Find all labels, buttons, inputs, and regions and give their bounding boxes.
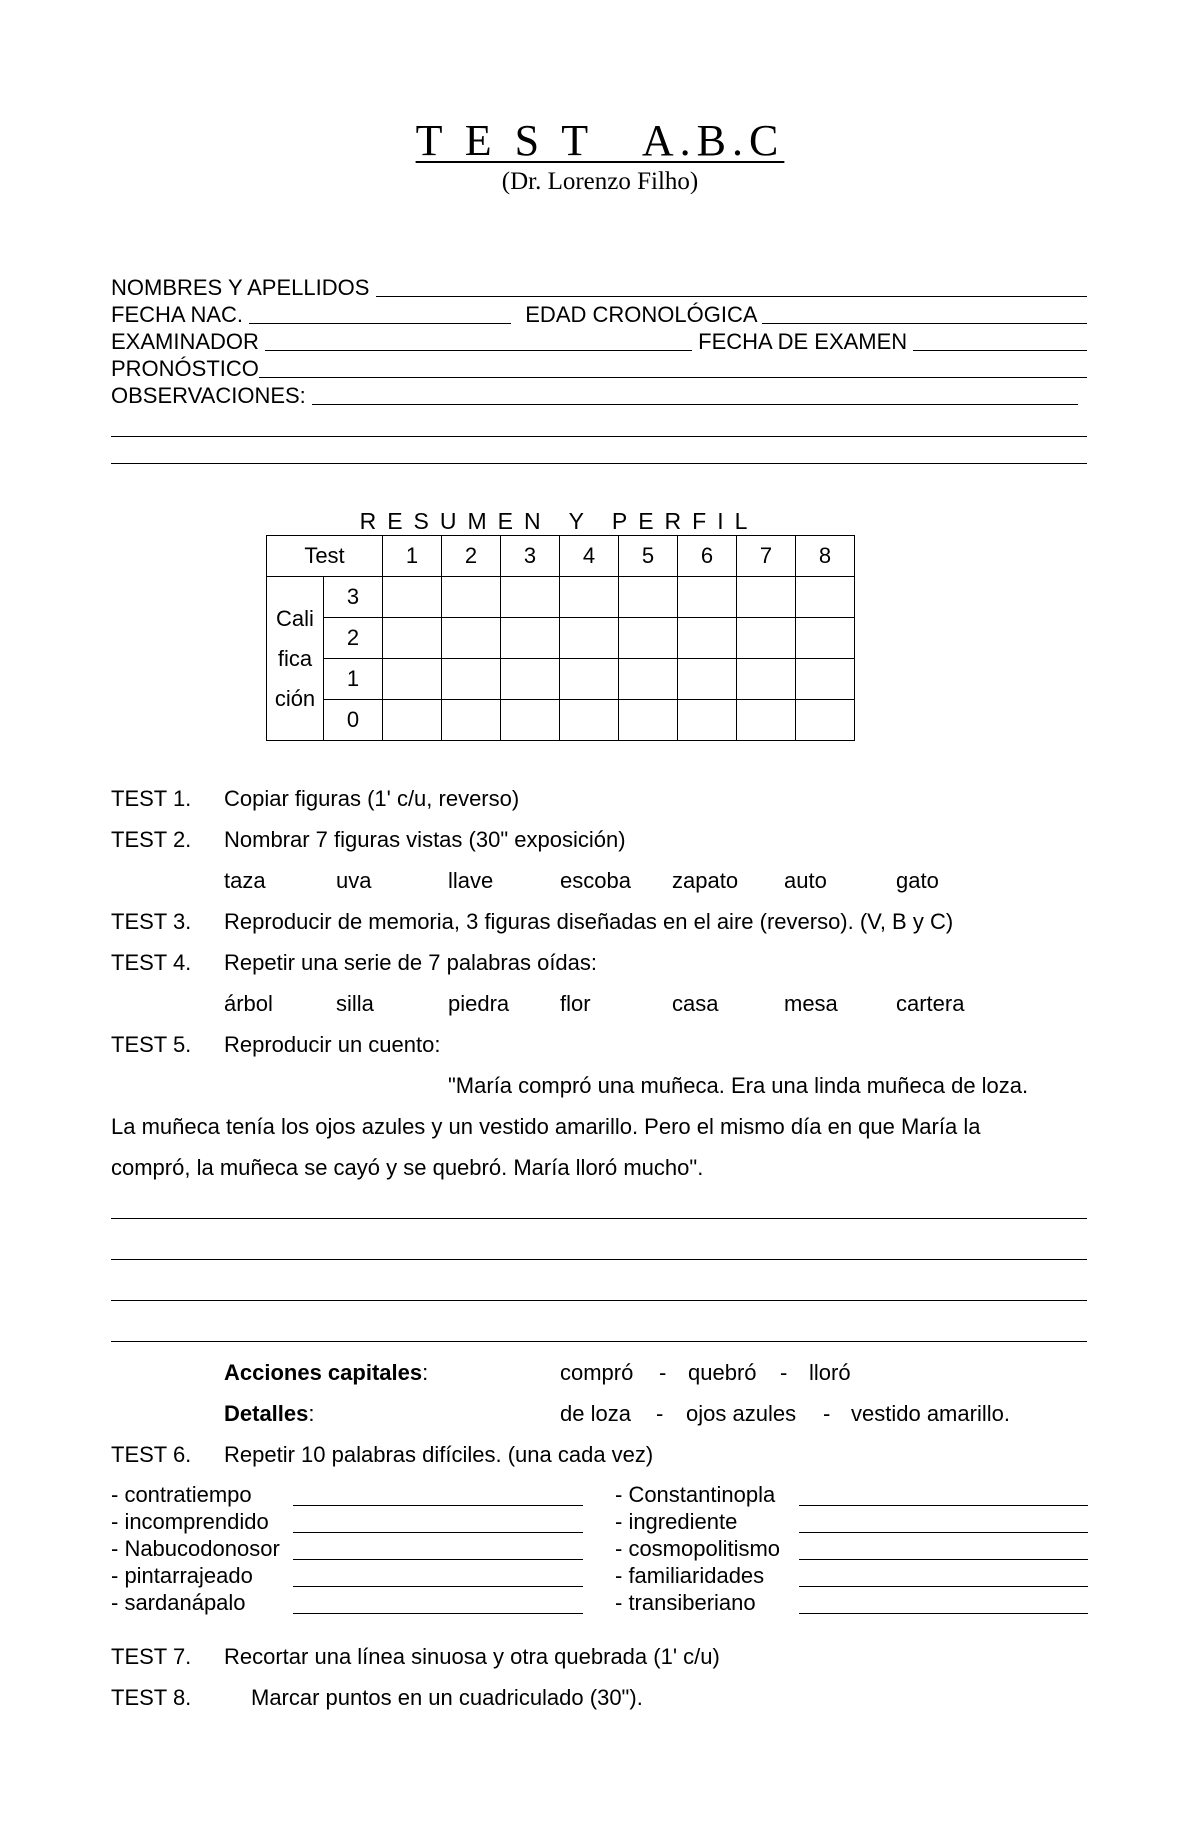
calificacion-line: fica bbox=[277, 645, 313, 671]
answer-line[interactable] bbox=[111, 1259, 1087, 1260]
col-header: 2 bbox=[442, 536, 501, 577]
difficult-word: - ingrediente bbox=[615, 1509, 738, 1534]
blank-edad[interactable] bbox=[762, 323, 1087, 324]
score-cell[interactable] bbox=[678, 577, 737, 618]
acciones-label-text: Acciones capitales bbox=[224, 1360, 423, 1385]
header-test: Test bbox=[267, 536, 383, 577]
label-fecha-nac: FECHA NAC. bbox=[111, 302, 250, 327]
difficult-word: - sardanápalo bbox=[111, 1590, 246, 1615]
score-cell[interactable] bbox=[501, 577, 560, 618]
score-cell[interactable] bbox=[737, 700, 796, 741]
test8-text: Marcar puntos en un cuadriculado (30"). bbox=[251, 1685, 643, 1710]
test4-word: silla bbox=[336, 991, 374, 1016]
score-cell[interactable] bbox=[796, 618, 855, 659]
test2-number: TEST 2. bbox=[111, 827, 192, 852]
col-header: 8 bbox=[796, 536, 855, 577]
story-line-1: "María compró una muñeca. Era una linda muñeca de loza. bbox=[448, 1073, 1029, 1098]
word-answer-line[interactable] bbox=[293, 1613, 583, 1614]
test2-word: escoba bbox=[560, 868, 631, 893]
calificacion-label bbox=[267, 577, 324, 741]
test2-word: llave bbox=[448, 868, 494, 893]
page-subtitle: (Dr. Lorenzo Filho) bbox=[501, 168, 699, 195]
score-cell[interactable] bbox=[737, 577, 796, 618]
detalles-colon: : bbox=[308, 1401, 315, 1426]
score-cell[interactable] bbox=[678, 700, 737, 741]
score-cell[interactable] bbox=[560, 577, 619, 618]
accion-separator: - bbox=[659, 1360, 667, 1385]
field-pronostico bbox=[111, 355, 1087, 383]
difficult-word: - incomprendido bbox=[111, 1509, 269, 1534]
answer-line[interactable] bbox=[111, 1300, 1087, 1301]
score-cell[interactable] bbox=[560, 659, 619, 700]
blank-pronostico[interactable] bbox=[259, 377, 1087, 378]
blank-nombres[interactable] bbox=[376, 296, 1087, 297]
test4-word: árbol bbox=[224, 991, 273, 1016]
test4-word: casa bbox=[672, 991, 719, 1016]
resumen-title: RESUMEN Y PERFIL bbox=[359, 508, 759, 534]
test6-text: Repetir 10 palabras difíciles. (una cada vez) bbox=[224, 1442, 654, 1467]
test6-number: TEST 6. bbox=[111, 1442, 192, 1467]
label-observaciones: OBSERVACIONES: bbox=[111, 383, 312, 408]
resumen-table bbox=[266, 535, 855, 741]
score-label: 2 bbox=[324, 618, 383, 659]
title-text: T E S T A.B.C bbox=[415, 116, 785, 165]
difficult-word: - transiberiano bbox=[615, 1590, 756, 1615]
test5-text: Reproducir un cuento: bbox=[224, 1032, 441, 1057]
word-answer-line[interactable] bbox=[799, 1586, 1088, 1587]
detalle-item: ojos azules bbox=[686, 1401, 797, 1426]
score-label: 0 bbox=[324, 700, 383, 741]
word-answer-line[interactable] bbox=[293, 1505, 583, 1506]
difficult-word: - Nabucodonosor bbox=[111, 1536, 280, 1561]
difficult-word: - familiaridades bbox=[615, 1563, 765, 1588]
answer-line[interactable] bbox=[111, 1218, 1087, 1219]
blank-fecha-examen[interactable] bbox=[913, 350, 1087, 351]
score-cell[interactable] bbox=[796, 700, 855, 741]
score-cell[interactable] bbox=[796, 659, 855, 700]
story-line-2: La muñeca tenía los ojos azules y un vestido amarillo. Pero el mismo día en que María la bbox=[111, 1114, 981, 1139]
test2-word: uva bbox=[336, 868, 372, 893]
score-cell[interactable] bbox=[560, 700, 619, 741]
score-cell[interactable] bbox=[619, 659, 678, 700]
score-cell[interactable] bbox=[796, 577, 855, 618]
difficult-word: - cosmopolitismo bbox=[615, 1536, 781, 1561]
test3-number: TEST 3. bbox=[111, 909, 192, 934]
score-cell[interactable] bbox=[501, 700, 560, 741]
score-cell[interactable] bbox=[737, 618, 796, 659]
field-observaciones bbox=[111, 382, 1078, 410]
blank-observaciones[interactable] bbox=[312, 404, 1078, 405]
test2-word: zapato bbox=[672, 868, 739, 893]
label-examinador: EXAMINADOR bbox=[111, 329, 266, 354]
detalle-item: de loza bbox=[560, 1401, 631, 1426]
score-cell[interactable] bbox=[737, 659, 796, 700]
score-cell[interactable] bbox=[442, 700, 501, 741]
test2-word: taza bbox=[224, 868, 266, 893]
score-cell[interactable] bbox=[678, 618, 737, 659]
score-cell[interactable] bbox=[619, 577, 678, 618]
detalles-label-text: Detalles bbox=[224, 1401, 309, 1426]
detalle-separator: - bbox=[656, 1401, 664, 1426]
label-fecha-examen: FECHA DE EXAMEN bbox=[692, 329, 914, 354]
detalles-label bbox=[224, 1401, 315, 1427]
difficult-word: - Constantinopla bbox=[615, 1482, 776, 1507]
score-cell[interactable] bbox=[619, 618, 678, 659]
test2-word: gato bbox=[896, 868, 939, 893]
calificacion-line: ción bbox=[274, 685, 316, 711]
test1-text: Copiar figuras (1' c/u, reverso) bbox=[224, 786, 520, 811]
blank-observaciones-2[interactable] bbox=[111, 436, 1087, 437]
score-label: 1 bbox=[324, 659, 383, 700]
test4-word: mesa bbox=[784, 991, 838, 1016]
score-cell[interactable] bbox=[678, 659, 737, 700]
accion-item: quebró bbox=[688, 1360, 757, 1385]
test4-text: Repetir una serie de 7 palabras oídas: bbox=[224, 950, 598, 975]
difficult-word: - pintarrajeado bbox=[111, 1563, 253, 1588]
score-cell[interactable] bbox=[560, 618, 619, 659]
score-cell[interactable] bbox=[501, 618, 560, 659]
score-cell[interactable] bbox=[501, 659, 560, 700]
field-fecha-edad bbox=[111, 301, 1087, 329]
word-answer-line[interactable] bbox=[293, 1532, 583, 1533]
score-cell[interactable] bbox=[383, 659, 442, 700]
score-cell[interactable] bbox=[383, 618, 442, 659]
field-examinador bbox=[111, 328, 1087, 356]
test2-word: auto bbox=[784, 868, 827, 893]
col-header: 6 bbox=[678, 536, 737, 577]
word-answer-line[interactable] bbox=[293, 1586, 583, 1587]
col-header: 1 bbox=[383, 536, 442, 577]
score-cell[interactable] bbox=[442, 618, 501, 659]
accion-separator: - bbox=[780, 1360, 788, 1385]
blank-fecha-nac[interactable] bbox=[249, 323, 511, 324]
col-header: 4 bbox=[560, 536, 619, 577]
test5-number: TEST 5. bbox=[111, 1032, 192, 1057]
word-answer-line[interactable] bbox=[799, 1532, 1088, 1533]
test1-number: TEST 1. bbox=[111, 786, 192, 811]
score-cell[interactable] bbox=[442, 659, 501, 700]
test4-word: piedra bbox=[448, 991, 510, 1016]
test7-text: Recortar una línea sinuosa y otra quebrada (1' c/u) bbox=[224, 1644, 720, 1669]
blank-examinador[interactable] bbox=[265, 350, 692, 351]
score-cell[interactable] bbox=[619, 700, 678, 741]
col-header: 3 bbox=[501, 536, 560, 577]
test7-number: TEST 7. bbox=[111, 1644, 192, 1669]
word-answer-line[interactable] bbox=[799, 1613, 1088, 1614]
blank-observaciones-3[interactable] bbox=[111, 463, 1087, 464]
field-nombres bbox=[111, 274, 1087, 302]
score-cell[interactable] bbox=[383, 700, 442, 741]
label-pronostico: PRONÓSTICO bbox=[111, 356, 259, 381]
acciones-colon: : bbox=[422, 1360, 429, 1385]
score-label: 3 bbox=[324, 577, 383, 618]
acciones-label bbox=[224, 1360, 428, 1386]
label-edad: EDAD CRONOLÓGICA bbox=[519, 302, 763, 327]
accion-item: lloró bbox=[809, 1360, 851, 1385]
detalle-item: vestido amarillo. bbox=[851, 1401, 1010, 1426]
label-nombres: NOMBRES Y APELLIDOS bbox=[111, 275, 376, 300]
word-answer-line[interactable] bbox=[799, 1505, 1088, 1506]
test3-text: Reproducir de memoria, 3 figuras diseñadas en el aire (reverso). (V, B y C) bbox=[224, 909, 954, 934]
score-cell[interactable] bbox=[383, 577, 442, 618]
col-header: 7 bbox=[737, 536, 796, 577]
answer-line[interactable] bbox=[111, 1341, 1087, 1342]
test4-word: cartera bbox=[896, 991, 965, 1016]
accion-item: compró bbox=[560, 1360, 634, 1385]
test4-word: flor bbox=[560, 991, 591, 1016]
story-line-3: compró, la muñeca se cayó y se quebró. María lloró mucho". bbox=[111, 1155, 704, 1180]
word-answer-line[interactable] bbox=[293, 1559, 583, 1560]
detalle-separator: - bbox=[823, 1401, 831, 1426]
test2-text: Nombrar 7 figuras vistas (30" exposición) bbox=[224, 827, 626, 852]
col-header: 5 bbox=[619, 536, 678, 577]
test8-number: TEST 8. bbox=[111, 1685, 192, 1710]
page-title bbox=[0, 115, 1200, 166]
difficult-word: - contratiempo bbox=[111, 1482, 252, 1507]
calificacion-line: Cali bbox=[276, 605, 314, 631]
word-answer-line[interactable] bbox=[799, 1559, 1088, 1560]
test4-number: TEST 4. bbox=[111, 950, 192, 975]
score-cell[interactable] bbox=[442, 577, 501, 618]
